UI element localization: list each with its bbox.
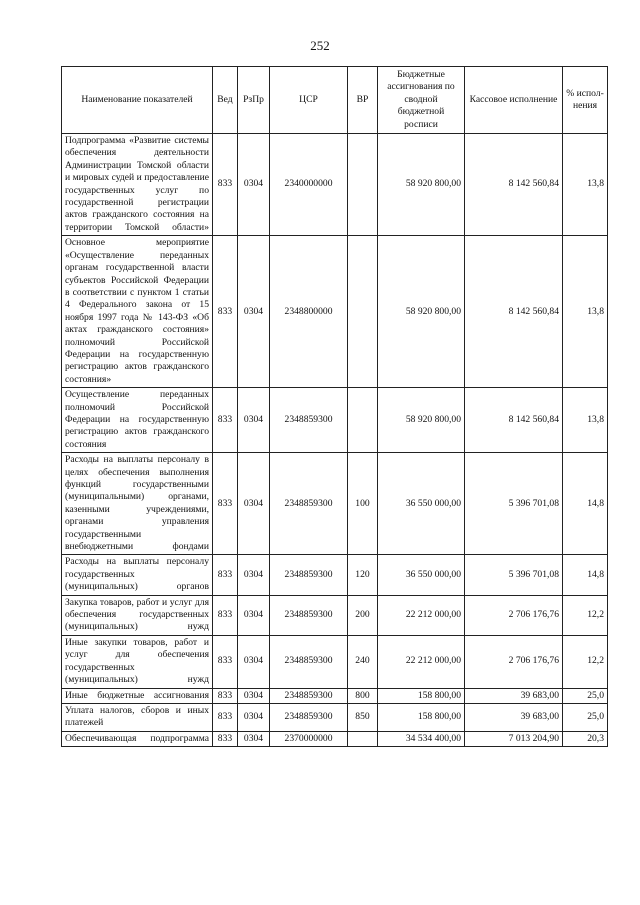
row-name: Осуществление переданных полномочий Российской Федерации на государственную регистрацию актов гражданского состояния	[62, 388, 213, 453]
header-rzpr: РзПр	[238, 67, 270, 134]
row-ved: 833	[213, 453, 238, 555]
table-row	[62, 388, 608, 453]
row-rzpr: 0304	[238, 703, 270, 731]
header-name: Наименование показателей	[62, 67, 213, 134]
row-ved: 833	[213, 134, 238, 236]
row-rzpr: 0304	[238, 555, 270, 595]
row-ved: 833	[213, 635, 238, 688]
row-csr: 2348859300	[270, 688, 348, 703]
row-csr: 2348859300	[270, 595, 348, 635]
row-csr: 2348859300	[270, 453, 348, 555]
row-rzpr: 0304	[238, 134, 270, 236]
row-ved: 833	[213, 731, 238, 746]
header-vr: ВР	[348, 67, 378, 134]
row-ved: 833	[213, 236, 238, 388]
row-vr: 100	[348, 453, 378, 555]
table-row	[62, 236, 608, 388]
row-budget: 36 550 000,00	[378, 555, 465, 595]
row-name: Расходы на выплаты персоналу в целях обеспечения выполнения функций государственными (муниципальными) органами, казенными учреждениями, органами управления государственными внебюджетными фондами	[62, 453, 213, 555]
table-row	[62, 595, 608, 635]
row-pct: 13,8	[563, 134, 608, 236]
row-csr: 2340000000	[270, 134, 348, 236]
row-cash: 5 396 701,08	[465, 453, 563, 555]
row-name: Расходы на выплаты персоналу государственных (муниципальных) органов	[62, 555, 213, 595]
row-pct: 20,3	[563, 731, 608, 746]
table-row	[62, 703, 608, 731]
row-pct: 14,8	[563, 555, 608, 595]
row-pct: 12,2	[563, 635, 608, 688]
row-name: Закупка товаров, работ и услуг для обеспечения государственных (муниципальных) нужд	[62, 595, 213, 635]
table-body	[62, 134, 608, 747]
header-csr: ЦСР	[270, 67, 348, 134]
row-name: Подпрограмма «Развитие системы обеспечения деятельности Администрации Томской области и мировых судей и предоставление государственных услуг по государственной регистрации актов гражданского состояния на территории Томской области»	[62, 134, 213, 236]
row-budget: 22 212 000,00	[378, 635, 465, 688]
row-name: Обеспечивающая подпрограмма	[62, 731, 213, 746]
row-name: Иные бюджетные ассигнования	[62, 688, 213, 703]
row-ved: 833	[213, 595, 238, 635]
header-ved: Вед	[213, 67, 238, 134]
row-pct: 13,8	[563, 388, 608, 453]
page-number: 252	[310, 38, 330, 53]
row-ved: 833	[213, 555, 238, 595]
row-rzpr: 0304	[238, 688, 270, 703]
row-csr: 2348859300	[270, 703, 348, 731]
row-cash: 8 142 560,84	[465, 134, 563, 236]
row-budget: 58 920 800,00	[378, 134, 465, 236]
row-pct: 25,0	[563, 703, 608, 731]
row-rzpr: 0304	[238, 236, 270, 388]
row-vr	[348, 388, 378, 453]
row-csr: 2348859300	[270, 388, 348, 453]
table-row	[62, 134, 608, 236]
table-row	[62, 635, 608, 688]
row-cash: 39 683,00	[465, 688, 563, 703]
row-pct: 13,8	[563, 236, 608, 388]
row-vr: 240	[348, 635, 378, 688]
row-vr: 120	[348, 555, 378, 595]
row-rzpr: 0304	[238, 388, 270, 453]
row-vr: 800	[348, 688, 378, 703]
row-vr	[348, 134, 378, 236]
row-ved: 833	[213, 688, 238, 703]
row-rzpr: 0304	[238, 635, 270, 688]
row-csr: 2370000000	[270, 731, 348, 746]
row-vr: 200	[348, 595, 378, 635]
row-pct: 25,0	[563, 688, 608, 703]
table-row	[62, 555, 608, 595]
row-cash: 7 013 204,90	[465, 731, 563, 746]
row-ved: 833	[213, 388, 238, 453]
row-budget: 58 920 800,00	[378, 236, 465, 388]
row-budget: 22 212 000,00	[378, 595, 465, 635]
row-ved: 833	[213, 703, 238, 731]
budget-execution-table	[61, 66, 608, 747]
row-rzpr: 0304	[238, 731, 270, 746]
header-cash: Кассовое исполнение	[465, 67, 563, 134]
header-pct: % испол-нения	[563, 67, 608, 134]
row-name: Уплата налогов, сборов и иных платежей	[62, 703, 213, 731]
row-budget: 58 920 800,00	[378, 388, 465, 453]
row-rzpr: 0304	[238, 453, 270, 555]
row-budget: 36 550 000,00	[378, 453, 465, 555]
row-cash: 8 142 560,84	[465, 388, 563, 453]
table-header-row	[62, 67, 608, 134]
row-budget: 158 800,00	[378, 688, 465, 703]
table-row	[62, 731, 608, 746]
row-budget: 158 800,00	[378, 703, 465, 731]
row-cash: 8 142 560,84	[465, 236, 563, 388]
row-vr: 850	[348, 703, 378, 731]
row-csr: 2348859300	[270, 555, 348, 595]
row-vr	[348, 731, 378, 746]
row-name: Основное мероприятие «Осуществление переданных органам государственной власти субъектов Российской Федерации в соответствии с пунктом 1 статьи 4 Федерального закона от 15 ноября 1997 года № 143-ФЗ «Об актах гражданского состояния» полномочий Российской Федерации на государственную регистрацию актов гражданского состояния»	[62, 236, 213, 388]
row-name: Иные закупки товаров, работ и услуг для обеспечения государственных (муниципальных) нужд	[62, 635, 213, 688]
row-pct: 14,8	[563, 453, 608, 555]
row-cash: 2 706 176,76	[465, 595, 563, 635]
row-budget: 34 534 400,00	[378, 731, 465, 746]
table-row	[62, 688, 608, 703]
header-budget: Бюджетные ассигнования по сводной бюджетной росписи	[378, 67, 465, 134]
row-vr	[348, 236, 378, 388]
row-csr: 2348800000	[270, 236, 348, 388]
row-cash: 39 683,00	[465, 703, 563, 731]
row-rzpr: 0304	[238, 595, 270, 635]
row-cash: 2 706 176,76	[465, 635, 563, 688]
row-cash: 5 396 701,08	[465, 555, 563, 595]
row-csr: 2348859300	[270, 635, 348, 688]
row-pct: 12,2	[563, 595, 608, 635]
table-row	[62, 453, 608, 555]
